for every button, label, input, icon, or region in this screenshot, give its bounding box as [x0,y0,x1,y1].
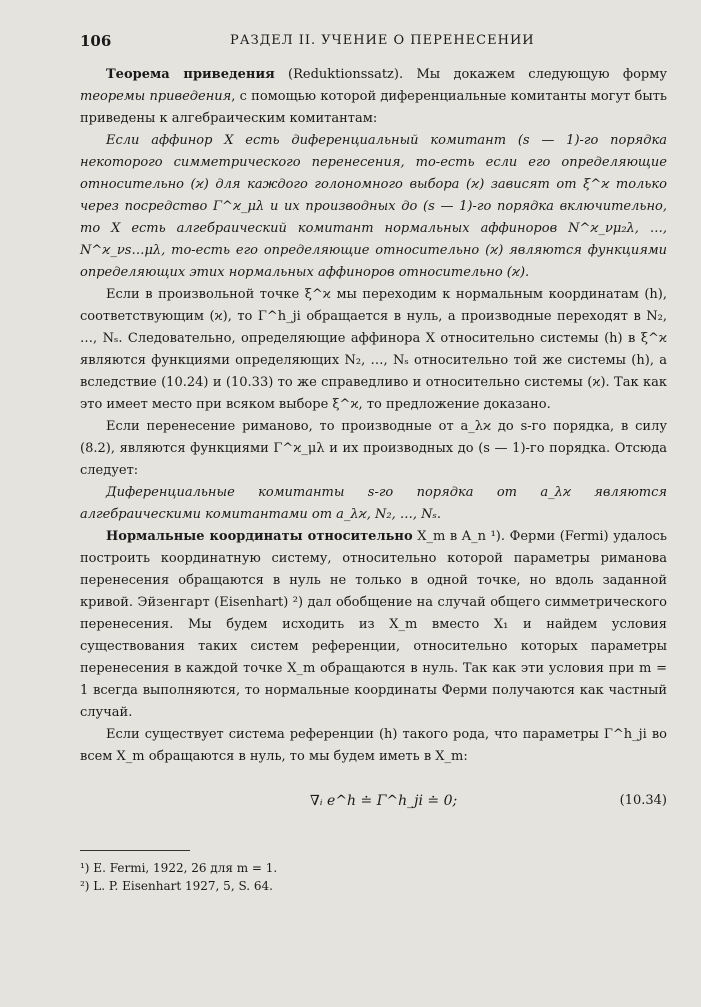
paragraph-7 [80,724,667,768]
paragraph-1-segment: Теорема приведения [106,67,275,82]
paragraph-2-segment: Если аффинор X есть диференциальный комитант (s — 1)-го порядка некоторого симметрического перенесения, то-есть если его определяющие относительно (ϰ) для каждого голономного выбора (ϰ) зависят от ξ^ϰ только через посредство Γ^ϰ_μλ и их производных до (s — 1)-го порядка включительно, то X есть алгебраический комитант нормальных аффиноров N^ϰ_νμ₂λ, …, N^ϰ_νs…μλ, то-есть его определяющие относительно (ϰ) являются функциями определяющих этих нормальных аффиноров относительно (ϰ). [80,133,667,280]
paragraph-5-segment: Диференциальные комитанты s-го порядка от a_λϰ являются алгебраическими комитантами от a_λϰ, N₂, …, Nₛ. [80,485,667,522]
paragraph-7-segment: Если существует система референции (h) такого рода, что параметры Γ^h_ji во всем X_m обращаются в нуль, то мы будем иметь в X_m: [80,727,667,764]
page-header [80,30,667,58]
page-number: 106 [80,32,112,50]
paragraph-1-segment: (Reduktionssatz). Мы докажем следующую форму [274,67,667,82]
paragraph-3 [80,284,667,416]
paragraph-1-segment: теоремы приведения [80,89,232,104]
paragraph-6-segment: Нормальные координаты относительно [106,529,413,544]
running-title: РАЗДЕЛ II. УЧЕНИЕ О ПЕРЕНЕСЕНИИ [230,33,535,48]
paragraph-5 [80,482,667,526]
main-text [80,64,667,768]
paragraph-4 [80,416,667,482]
footnote-2: ²) L. P. Eisenhart 1927, 5, S. 64. [80,879,273,893]
footnote-rule [80,850,190,851]
paragraph-6 [80,526,667,724]
equation-number: (10.34) [619,793,667,808]
footnote-1: ¹) E. Fermi, 1922, 26 для m = 1. [80,861,278,875]
paragraph-1-segment: , с помощью которой диференциальные комитанты могут быть приведены к алгебраическим комитантам: [80,89,667,126]
paragraph-3-segment: Если в произвольной точке ξ^ϰ мы переходим к нормальным координатам (h), соответствующим (ϰ), то Γ^h_ji обращается в нуль, а производные переходят в N₂, …, Nₛ. Следовательно, определяющие аффинора X относительно системы (h) в ξ^ϰ являются функциями определяющих N₂, …, Nₛ относительно той же системы (h), а вследствие (10.24) и (10.33) то же справедливо и относительно системы (ϰ). Так как это имеет место при всяком выборе ξ^ϰ, то предложение доказано. [80,287,667,412]
paragraph-2 [80,130,667,284]
paragraph-1 [80,64,667,130]
paragraph-4-segment: Если перенесение риманово, то производные от a_λϰ до s-го порядка, в силу (8.2), являются функциями Γ^ϰ_μλ и их производных до (s — 1)-го порядка. Отсюда следует: [80,419,667,478]
equation-10-34 [80,780,667,820]
equation-body: ∇ᵢ e^h ≐ Γ^h_ji ≐ 0; [310,793,458,809]
paragraph-6-segment: X_m в A_n ¹). Ферми (Fermi) удалось построить координатную систему, относительно которой параметры риманова перенесения обращаются в нуль не только в одной точке, но вдоль заданной кривой. Эйзенгарт (Eisenhart) ²) дал обобщение на случай общего симметрического перенесения. Мы будем исходить из X_m вместо X₁ и найдем условия существования таких систем референции, относительно которых параметры перенесения в каждой точке X_m обращаются в нуль. Так как эти условия при m = 1 всегда выполняются, то нормальные координаты Ферми получаются как частный случай. [80,529,667,720]
